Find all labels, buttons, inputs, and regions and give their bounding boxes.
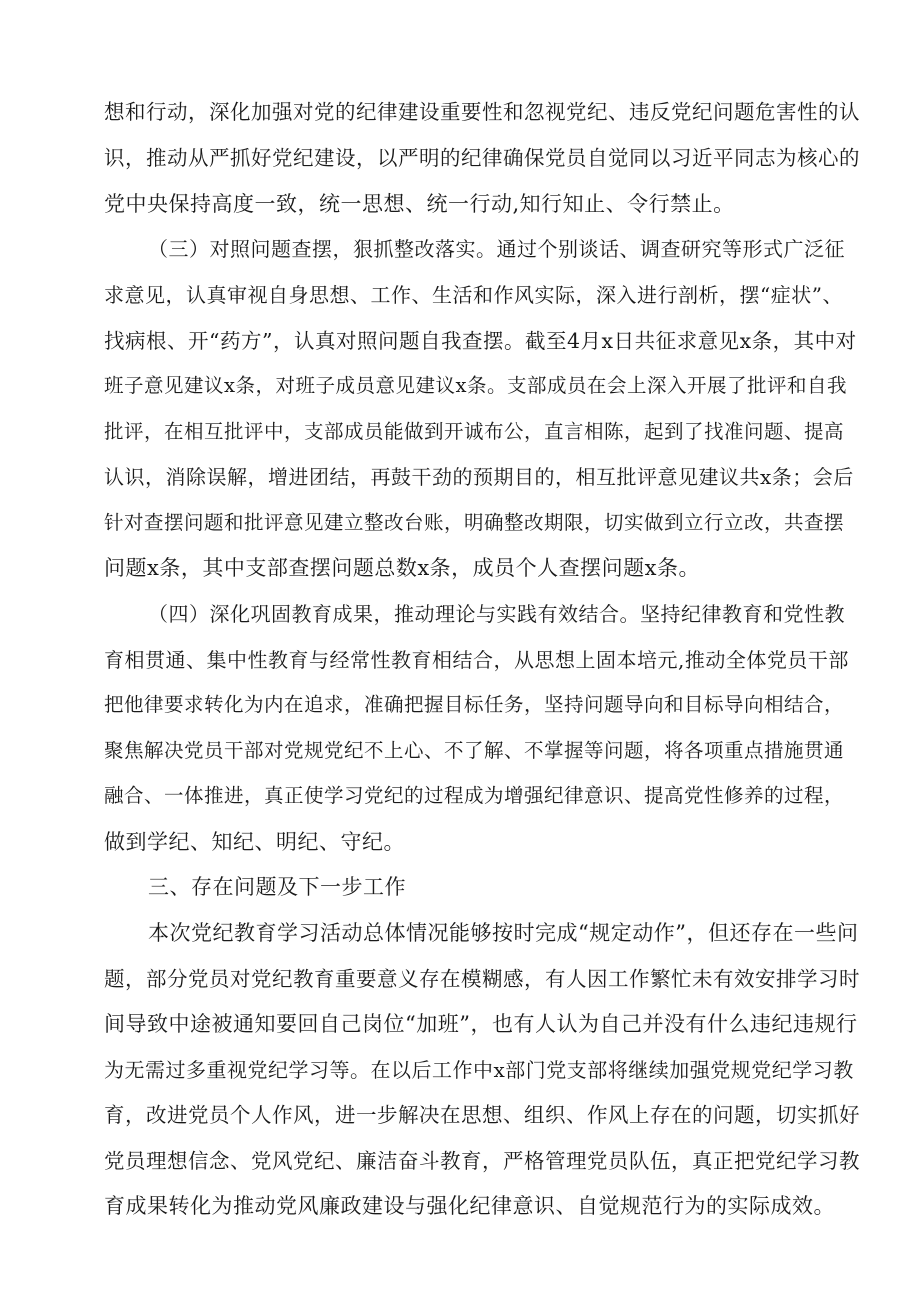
text-line: 为无需过多重视党纪学习等。在以后工作中x部门党支部将继续加强党规党纪学习教: [104, 1058, 854, 1082]
text-line: 做到学纪、知纪、明纪、守纪。: [104, 830, 405, 854]
text-line: 题，部分党员对党纪教育重要意义存在模糊感，有人因工作繁忙未有效安排学习时: [104, 967, 860, 991]
text-line: 党员理想信念、党风党纪、廉洁奋斗教育，严格管理党员队伍，真正把党纪学习教: [104, 1149, 860, 1173]
text-line: 育成果转化为推动党风廉政建设与强化纪律意识、自觉规范行为的实际成效。: [104, 1194, 835, 1218]
text-line: 批评，在相互批评中，支部成员能做到开诚布公，直言相陈，起到了找准问题、提高: [104, 420, 845, 443]
text-line: 融合、一体推进，真正使学习党纪的过程成为增强纪律意识、提高党性修养的过程，: [104, 784, 845, 807]
text-line: 认识，消除误解，增进团结，再鼓干劲的预期目的，相互批评意见建议共x条；会后: [104, 465, 854, 489]
paragraph-heading-line: （四）深化巩固教育成果，推动理论与实践有效结合。坚持纪律教育和党性教: [148, 602, 845, 626]
text-line: 识，推动从严抓好党纪建设，以严明的纪律确保党员自觉同以习近平同志为核心的: [104, 146, 860, 170]
paragraph-heading-line: （三）对照问题查摆，狠抓整改落实。通过个别谈话、调查研究等形式广泛征: [148, 237, 845, 261]
text-line: 班子意见建议x条，对班子成员意见建议x条。支部成员在会上深入开展了批评和自我: [104, 374, 847, 397]
section-heading: 三、存在问题及下一步工作: [148, 875, 406, 899]
text-line: 把他律要求转化为内在追求，准确把握目标任务，坚持问题导向和目标导向相结合，: [104, 693, 845, 716]
text-line: 求意见，认真审视自身思想、工作、生活和作风实际，深入进行剖析，摆“症状”、: [104, 283, 843, 307]
text-line: 党中央保持高度一致，统一思想、统一行动,知行知止、令行禁止。: [104, 192, 735, 216]
text-line: 育相贯通、集中性教育与经常性教育相结合，从思想上固本培元,推动全体党员干部: [104, 648, 849, 672]
paragraph-first-line: 本次党纪教育学习活动总体情况能够按时完成“规定动作”，但还存在一些问: [148, 921, 859, 945]
text-line: 问题x条，其中支部查摆问题总数x条，成员个人查摆问题x条。: [104, 556, 701, 580]
text-line: 找病根、开“药方”，认真对照问题自我查摆。截至4月x日共征求意见x条，其中对: [104, 329, 857, 353]
text-line: 育，改进党员个人作风，进一步解决在思想、组织、作风上存在的问题，切实抓好: [104, 1103, 860, 1127]
text-line: 聚焦解决党员干部对党规党纪不上心、不了解、不掌握等问题，将各项重点措施贯通: [104, 739, 845, 762]
text-line: 想和行动，深化加强对党的纪律建设重要性和忽视党纪、违反党纪问题危害性的认: [104, 100, 860, 124]
text-line: 间导致中途被通知要回自己岗位“加班”，也有人认为自己并没有什么违纪违规行: [104, 1012, 858, 1036]
text-line: 针对查摆问题和批评意见建立整改台账，明确整改期限，切实做到立行立改，共查摆: [104, 511, 845, 534]
